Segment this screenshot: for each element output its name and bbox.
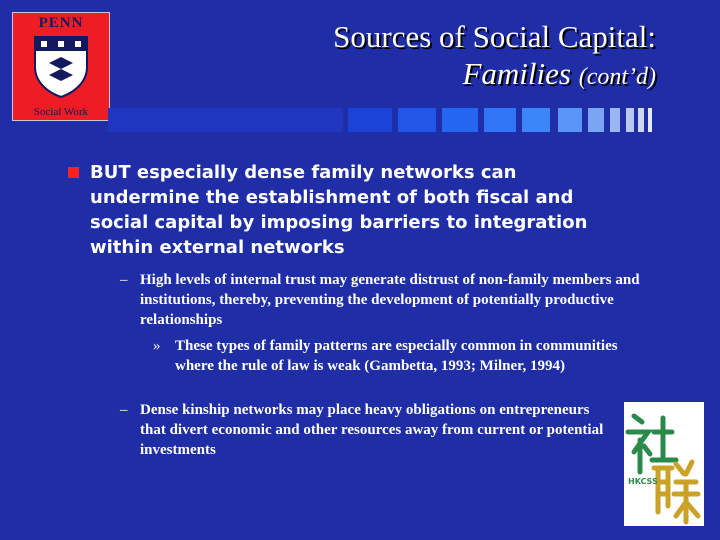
bullet-main (90, 160, 610, 260)
logo-penn-text: PENN (38, 15, 84, 31)
decorative-bar (108, 108, 668, 132)
penn-social-work-logo (12, 12, 110, 121)
sub-sub-bullet (153, 336, 625, 376)
bullet-square-icon (68, 167, 79, 178)
dash-marker: – (120, 402, 128, 418)
title-families: Families (462, 56, 571, 91)
raquo-marker: » (153, 338, 161, 354)
hkcss-characters-icon (624, 402, 704, 526)
hkcss-text: HKCSS (628, 477, 658, 486)
dash-marker: – (120, 272, 128, 288)
bar-segment (626, 108, 634, 132)
bullet-main-text: BUT especially dense family networks can undermine the establishment of both fiscal and social capital by imposing barriers to integration within external networks (90, 162, 588, 258)
slide-title (333, 18, 656, 96)
bar-segment (442, 108, 478, 132)
logo-social-work-text: Social Work (33, 106, 89, 118)
bar-segment (484, 108, 516, 132)
sub-bullet-1 (120, 270, 640, 330)
bar-segment (588, 108, 604, 132)
sub-bullet-2-text: Dense kinship networks may place heavy obligations on entrepreneurs that divert economic and other resources away from current or potential investments (140, 402, 604, 458)
bar-segment (522, 108, 550, 132)
bar-segment (348, 108, 392, 132)
sub-bullet-1-text: High levels of internal trust may generate distrust of non-family members and institutions, thereby, preventing the development of potentially productive relationships (140, 272, 640, 328)
title-line-2 (333, 55, 656, 96)
hkcss-logo (624, 402, 704, 526)
sub-bullet-2 (120, 400, 618, 460)
sub-sub-bullet-text: These types of family patterns are especially common in communities where the rule of law is weak (Gambetta, 1993; Milner, 1994) (175, 338, 618, 374)
bar-segment (610, 108, 620, 132)
bar-segment (398, 108, 436, 132)
bar-segment (108, 108, 343, 132)
shield-icon (31, 33, 91, 99)
title-line-1: Sources of Social Capital: (333, 19, 656, 54)
bar-segment (558, 108, 582, 132)
bar-segment (638, 108, 644, 132)
bar-segment (648, 108, 652, 132)
title-contd: (cont’d) (578, 64, 656, 90)
